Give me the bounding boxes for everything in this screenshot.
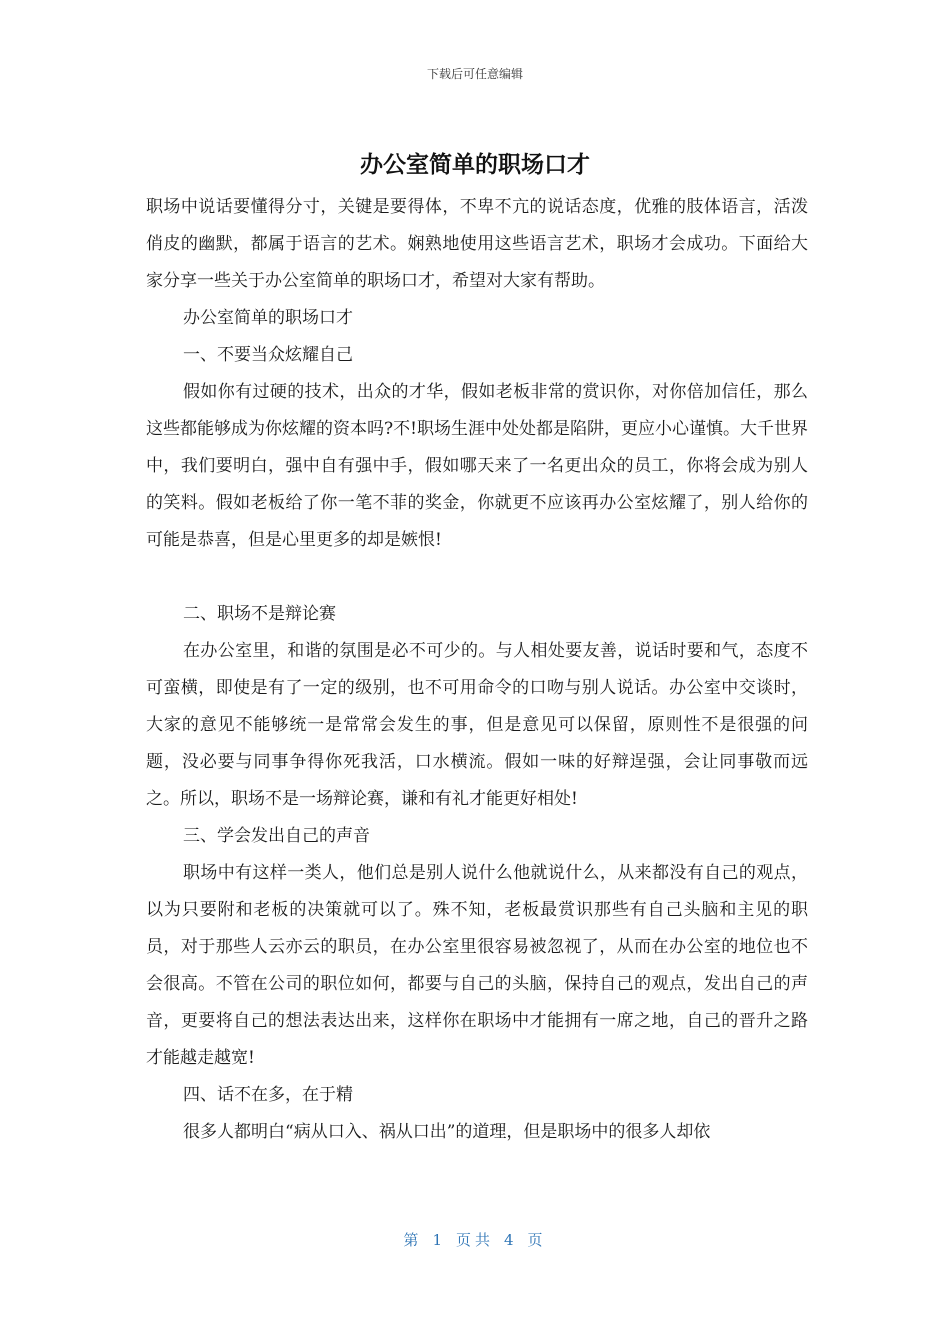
document-body bbox=[146, 189, 808, 1151]
footer-prefix: 第 bbox=[403, 1231, 423, 1249]
document-title: 办公室简单的职场口才 bbox=[360, 152, 590, 178]
footer-middle: 页共 bbox=[455, 1231, 494, 1249]
blank-line bbox=[146, 559, 808, 596]
section-paragraph: 假如你有过硬的技术，出众的才华，假如老板非常的赏识你，对你倍加信任，那么这些都能够成为你炫耀的资本吗?不!职场生涯中处处都是陷阱，更应小心谨慎。大千世界中，我们要明白，强中自有强中手，假如哪天来了一名更出众的员工，你将会成为别人的笑料。假如老板给了你一笔不菲的奖金，你就更不应该再办公室炫耀了，别人给你的可能是恭喜，但是心里更多的却是嫉恨! bbox=[146, 382, 808, 550]
footer-suffix: 页 bbox=[527, 1231, 547, 1249]
section-heading: 二、职场不是辩论赛 bbox=[183, 604, 337, 624]
section-paragraph: 在办公室里，和谐的氛围是必不可少的。与人相处要友善，说话时要和气，态度不可蛮横，即使是有了一定的级别，也不可用命令的口吻与别人说话。办公室中交谈时，大家的意见不能够统一是常常会发生的事，但是意见可以保留，原则性不是很强的问题，没必要与同事争得你死我活，口水横流。假如一味的好辩逞强，会让同事敬而远之。所以，职场不是一场辩论赛，谦和有礼才能更好相处! bbox=[146, 641, 808, 809]
subtitle-line: 办公室简单的职场口才 bbox=[183, 308, 354, 328]
section-heading: 三、学会发出自己的声音 bbox=[183, 826, 371, 846]
section-paragraph: 很多人都明白“病从口入、祸从口出”的道理，但是职场中的很多人却依 bbox=[183, 1122, 711, 1142]
page-header: 下载后可任意编辑 bbox=[426, 67, 523, 81]
current-page-number: 1 bbox=[432, 1231, 446, 1249]
section-heading: 四、话不在多，在于精 bbox=[183, 1085, 354, 1105]
page-footer bbox=[0, 1230, 950, 1250]
intro-paragraph: 职场中说话要懂得分寸，关键是要得体，不卑不亢的说话态度，优雅的肢体语言，活泼俏皮的幽默，都属于语言的艺术。娴熟地使用这些语言艺术，职场才会成功。下面给大家分享一些关于办公室简单的职场口才，希望对大家有帮助。 bbox=[146, 197, 808, 291]
section-paragraph: 职场中有这样一类人，他们总是别人说什么他就说什么，从来都没有自己的观点，以为只要附和老板的决策就可以了。殊不知，老板最赏识那些有自己头脑和主见的职员，对于那些人云亦云的职员，在办公室里很容易被忽视了，从而在办公室的地位也不会很高。不管在公司的职位如何，都要与自己的头脑，保持自己的观点，发出自己的声音，更要将自己的想法表达出来，这样你在职场中才能拥有一席之地，自己的晋升之路才能越走越宽! bbox=[146, 863, 808, 1068]
total-page-number: 4 bbox=[504, 1231, 518, 1249]
section-heading: 一、不要当众炫耀自己 bbox=[183, 345, 354, 365]
